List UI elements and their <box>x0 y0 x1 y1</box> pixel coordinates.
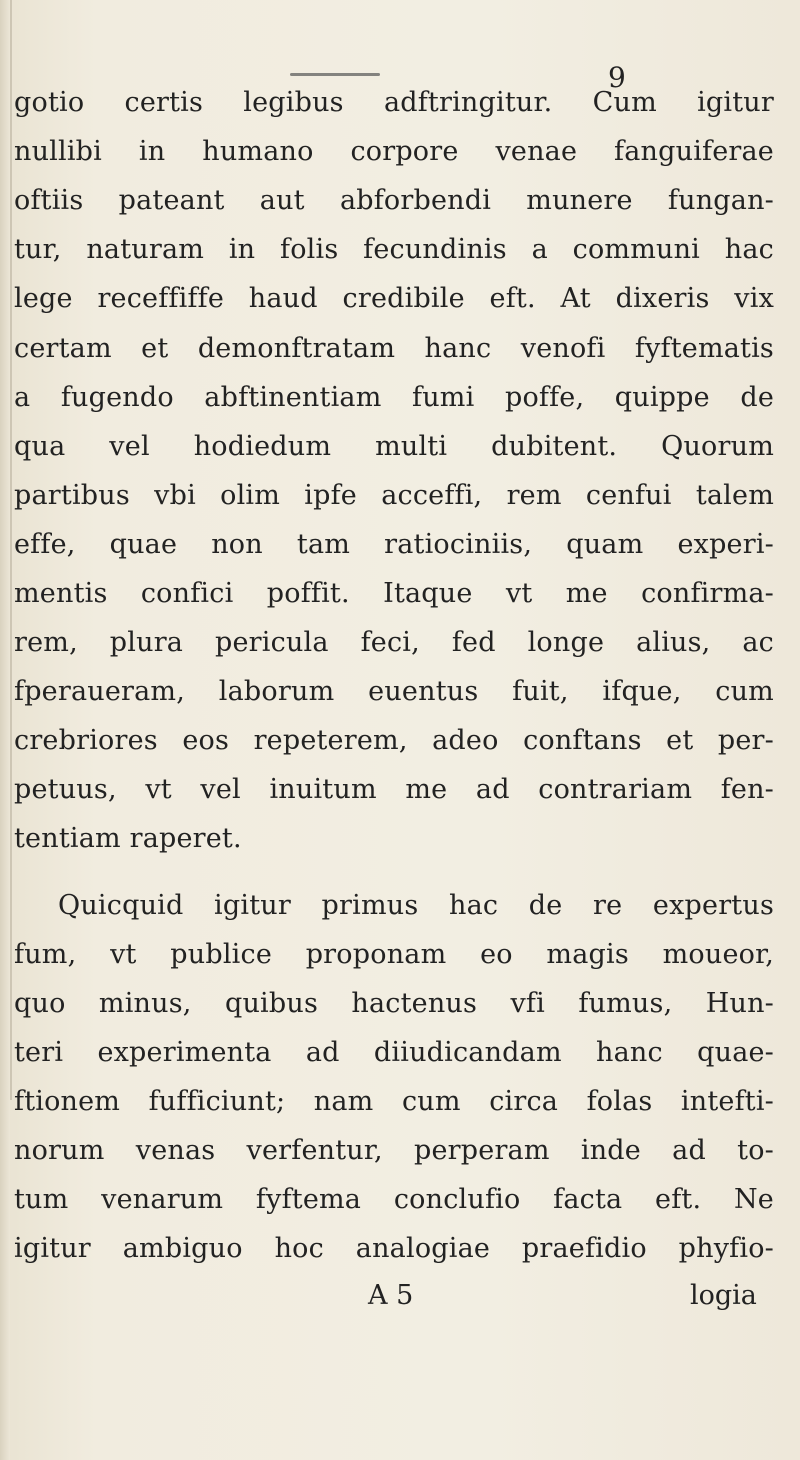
text-line: Quicquid igitur primus hac de re expertus <box>58 890 774 921</box>
text-line: certam et demonftratam hanc venofi fyftematis <box>14 333 774 364</box>
text-line: mentis confici poffit. Itaque vt me confirma- <box>14 578 774 609</box>
text-line: tentiam raperet. <box>14 823 242 854</box>
text-line: tum venarum fyftema conclufio facta eft. Ne <box>14 1184 774 1215</box>
text-line: tur, naturam in folis fecundinis a communi hac <box>14 234 774 265</box>
page-number: 9 <box>608 61 626 94</box>
text-line: crebriores eos repeterem, adeo conftans et per- <box>14 725 774 756</box>
text-line: petuus, vt vel inuitum me ad contrariam fen- <box>14 774 774 805</box>
header-rule <box>290 73 380 76</box>
signature-mark: A 5 <box>368 1280 414 1311</box>
text-line: igitur ambiguo hoc analogiae praefidio phyfio- <box>14 1233 774 1264</box>
text-line: lege receffiffe haud credibile eft. At dixeris vix <box>14 283 774 314</box>
text-line: gotio certis legibus adftringitur. Cum igitur <box>14 87 774 118</box>
text-line: ftionem fufficiunt; nam cum circa folas intefti- <box>14 1086 774 1117</box>
text-line: nullibi in humano corpore venae fanguiferae <box>14 136 774 167</box>
text-line: teri experimenta ad diiudicandam hanc quae- <box>14 1037 774 1068</box>
catchword: logia <box>690 1280 757 1311</box>
page-binding-edge <box>0 0 10 1460</box>
text-line: oftiis pateant aut abforbendi munere fungan- <box>14 185 774 216</box>
text-line: effe, quae non tam ratiociniis, quam experi- <box>14 529 774 560</box>
text-line: fum, vt publice proponam eo magis moueor, <box>14 939 774 970</box>
page-edge-line <box>10 0 12 1100</box>
text-line: norum venas verfentur, perperam inde ad to- <box>14 1135 774 1166</box>
text-line: a fugendo abftinentiam fumi poffe, quippe de <box>14 382 774 413</box>
text-line: quo minus, quibus hactenus vfi fumus, Hun- <box>14 988 774 1019</box>
text-line: partibus vbi olim ipfe acceffi, rem cenfui talem <box>14 480 774 511</box>
text-line: qua vel hodiedum multi dubitent. Quorum <box>14 431 774 462</box>
text-line: fperaueram, laborum euentus fuit, ifque, cum <box>14 676 774 707</box>
text-line: rem, plura pericula feci, fed longe alius, ac <box>14 627 774 658</box>
